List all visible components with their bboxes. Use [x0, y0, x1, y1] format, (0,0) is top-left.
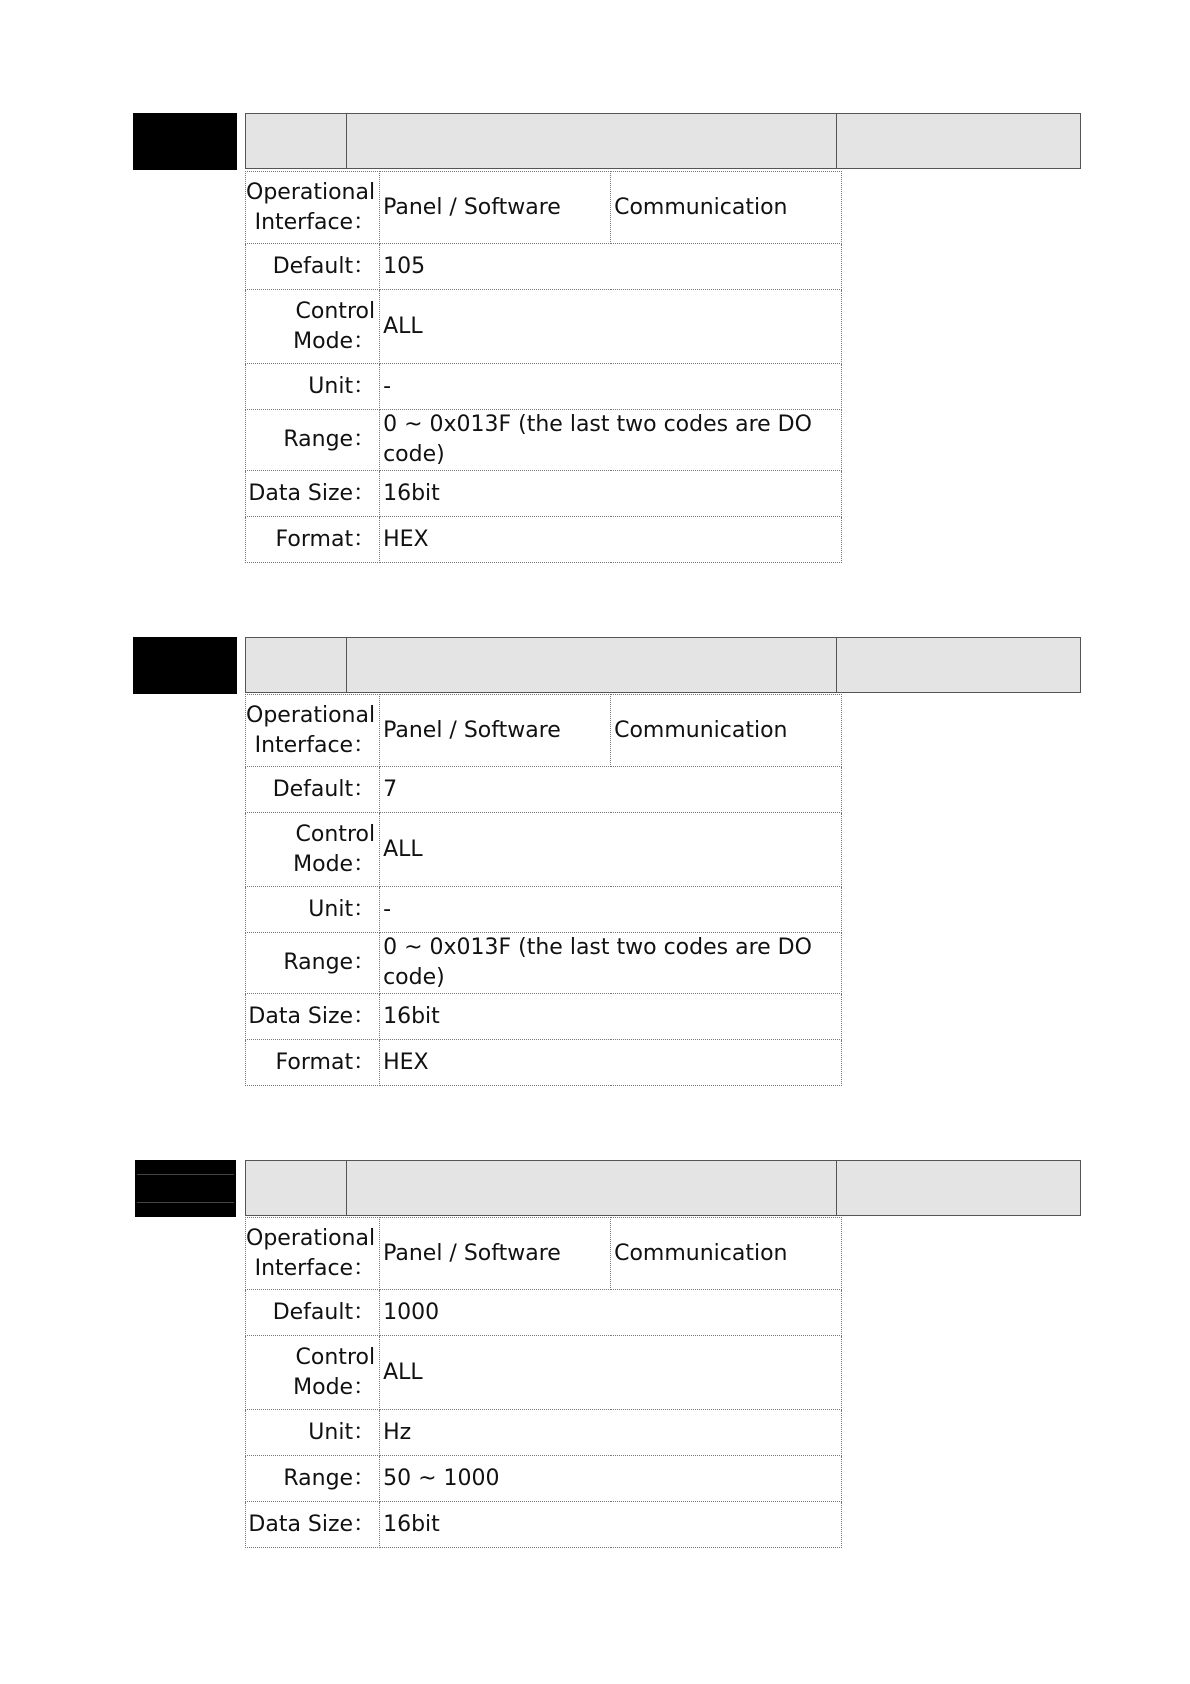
interface-value-communication: Communication [611, 172, 842, 244]
row-default [246, 244, 842, 290]
parameter-header-bar [245, 1160, 1081, 1216]
data-size-value: 16bit [380, 994, 842, 1040]
unit-value: Hz [380, 1410, 842, 1456]
data-size-value: 16bit [380, 1502, 842, 1548]
interface-value-panel: Panel / Software [380, 1218, 611, 1290]
format-label: Format： [246, 517, 380, 563]
row-control-mode [246, 813, 842, 887]
row-control-mode [246, 290, 842, 364]
default-value: 105 [380, 244, 842, 290]
interface-label: Operational Interface： [246, 695, 380, 767]
unit-label: Unit： [246, 887, 380, 933]
parameter-code-tab [133, 637, 237, 694]
data-size-label: Data Size： [246, 471, 380, 517]
header-divider [836, 114, 837, 168]
parameter-header-bar [245, 637, 1081, 693]
row-interface [246, 695, 842, 767]
unit-label: Unit： [246, 364, 380, 410]
unit-value: - [380, 887, 842, 933]
header-divider [346, 638, 347, 692]
control-mode-label: Control Mode： [246, 290, 380, 364]
row-data-size [246, 471, 842, 517]
row-default [246, 1290, 842, 1336]
row-format [246, 517, 842, 563]
tab-line [137, 1202, 234, 1203]
control-mode-value: ALL [380, 1336, 842, 1410]
default-value: 7 [380, 767, 842, 813]
range-label: Range： [246, 1456, 380, 1502]
row-data-size [246, 994, 842, 1040]
interface-value-communication: Communication [611, 695, 842, 767]
row-range [246, 933, 842, 994]
interface-value-communication: Communication [611, 1218, 842, 1290]
interface-label: Operational Interface： [246, 172, 380, 244]
default-value: 1000 [380, 1290, 842, 1336]
format-value: HEX [380, 517, 842, 563]
row-format [246, 1040, 842, 1086]
parameter-table [245, 171, 842, 563]
row-default [246, 767, 842, 813]
parameter-code-tab [133, 113, 237, 170]
interface-label: Operational Interface： [246, 1218, 380, 1290]
unit-value: - [380, 364, 842, 410]
parameter-table [245, 694, 842, 1086]
header-divider [836, 1161, 837, 1215]
row-interface [246, 1218, 842, 1290]
range-value: 50 ~ 1000 [380, 1456, 842, 1502]
row-interface [246, 172, 842, 244]
control-mode-label: Control Mode： [246, 813, 380, 887]
parameter-code-tab [135, 1160, 236, 1217]
data-size-label: Data Size： [246, 1502, 380, 1548]
format-label: Format： [246, 1040, 380, 1086]
default-label: Default： [246, 244, 380, 290]
control-mode-value: ALL [380, 290, 842, 364]
parameter-header-bar [245, 113, 1081, 169]
default-label: Default： [246, 1290, 380, 1336]
control-mode-value: ALL [380, 813, 842, 887]
format-value: HEX [380, 1040, 842, 1086]
range-label: Range： [246, 933, 380, 994]
default-label: Default： [246, 767, 380, 813]
unit-label: Unit： [246, 1410, 380, 1456]
interface-value-panel: Panel / Software [380, 695, 611, 767]
data-size-label: Data Size： [246, 994, 380, 1040]
parameter-table [245, 1217, 842, 1548]
interface-value-panel: Panel / Software [380, 172, 611, 244]
header-divider [836, 638, 837, 692]
row-unit [246, 1410, 842, 1456]
range-value: 0 ~ 0x013F (the last two codes are DO code) [380, 410, 842, 471]
row-control-mode [246, 1336, 842, 1410]
row-data-size [246, 1502, 842, 1548]
row-unit [246, 887, 842, 933]
header-divider [346, 114, 347, 168]
control-mode-label: Control Mode： [246, 1336, 380, 1410]
row-unit [246, 364, 842, 410]
row-range [246, 1456, 842, 1502]
tab-line [137, 1174, 234, 1175]
data-size-value: 16bit [380, 471, 842, 517]
range-label: Range： [246, 410, 380, 471]
row-range [246, 410, 842, 471]
header-divider [346, 1161, 347, 1215]
range-value: 0 ~ 0x013F (the last two codes are DO code) [380, 933, 842, 994]
